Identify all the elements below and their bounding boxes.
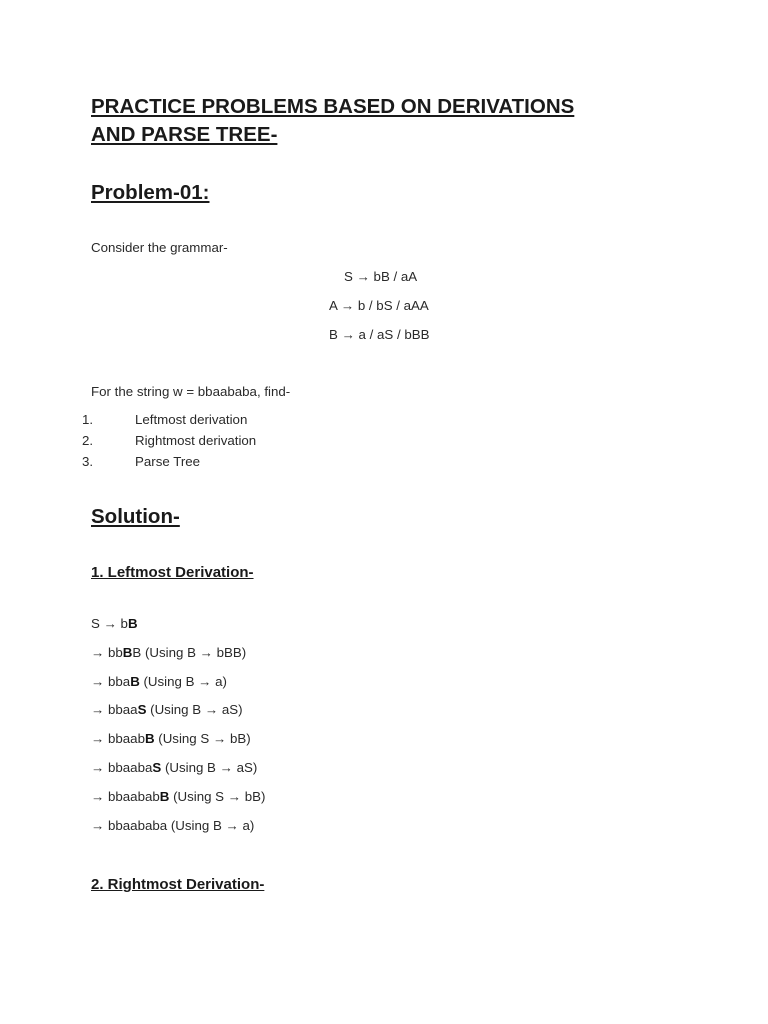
derivation-step-prefix: → bbaa (91, 702, 138, 717)
derivation-step (91, 701, 243, 719)
solution-heading: Solution- (91, 505, 180, 528)
derivation-step (91, 644, 246, 662)
list-item-parse-tree: Parse Tree (135, 454, 201, 469)
problem-heading: Problem-01: (91, 181, 210, 204)
page-title-line-1: PRACTICE PROBLEMS BASED ON DERIVATIONS (91, 95, 575, 118)
grammar-rule-b: B → a / aS / bBB (329, 327, 430, 342)
grammar-rule-s: S → bB / aA (344, 269, 418, 284)
derivation-step-nonterminal: B (130, 674, 140, 689)
derivation-step-suffix: (Using B → aS) (146, 702, 243, 717)
derivation-step (91, 615, 138, 633)
derivation-step-nonterminal: S (137, 702, 147, 717)
derivation-step-prefix: S → b (91, 616, 128, 631)
derivation-step-nonterminal: S (152, 760, 162, 775)
problem-task: For the string w = bbaababa, find- (91, 384, 291, 399)
derivation-step-suffix: B (Using B → bBB) (132, 645, 247, 660)
rightmost-derivation-heading: 2. Rightmost Derivation- (91, 876, 265, 893)
derivation-step (91, 788, 265, 806)
derivation-step (91, 759, 257, 777)
page-title-line-2: AND PARSE TREE- (91, 123, 278, 146)
derivation-step-prefix: → bbaaba (91, 760, 153, 775)
derivation-step-nonterminal: B (144, 731, 155, 746)
derivation-step-nonterminal: B (159, 789, 170, 804)
list-item-number: 2. (82, 433, 94, 448)
derivation-step-suffix: (Using B → aS) (161, 760, 258, 775)
derivation-step-suffix: (Using S → bB) (154, 731, 251, 746)
derivation-step-nonterminal: B (127, 616, 138, 631)
derivation-step-suffix: (Using S → bB) (169, 789, 266, 804)
list-item-rightmost: Rightmost derivation (135, 433, 257, 448)
derivation-step-prefix: → bbaabab (91, 789, 160, 804)
derivation-step-suffix: (Using B → a) (139, 674, 227, 689)
derivation-step-nonterminal: B (122, 645, 133, 660)
derivation-step-prefix: → bb (91, 645, 123, 660)
page-title (91, 93, 574, 149)
derivation-step (91, 817, 254, 835)
problem-intro: Consider the grammar- (91, 240, 228, 255)
derivation-step (91, 673, 227, 691)
leftmost-derivation-heading: 1. Leftmost Derivation- (91, 564, 254, 581)
list-item-number: 1. (82, 412, 94, 427)
list-item-leftmost: Leftmost derivation (135, 412, 248, 427)
derivation-step-prefix: → bbaababa (Using B → a) (91, 818, 255, 833)
derivation-step-prefix: → bba (91, 674, 131, 689)
derivation-step-prefix: → bbaab (91, 731, 145, 746)
list-item-number: 3. (82, 454, 94, 469)
grammar-rule-a: A → b / bS / aAA (329, 298, 429, 313)
derivation-step (91, 730, 251, 748)
